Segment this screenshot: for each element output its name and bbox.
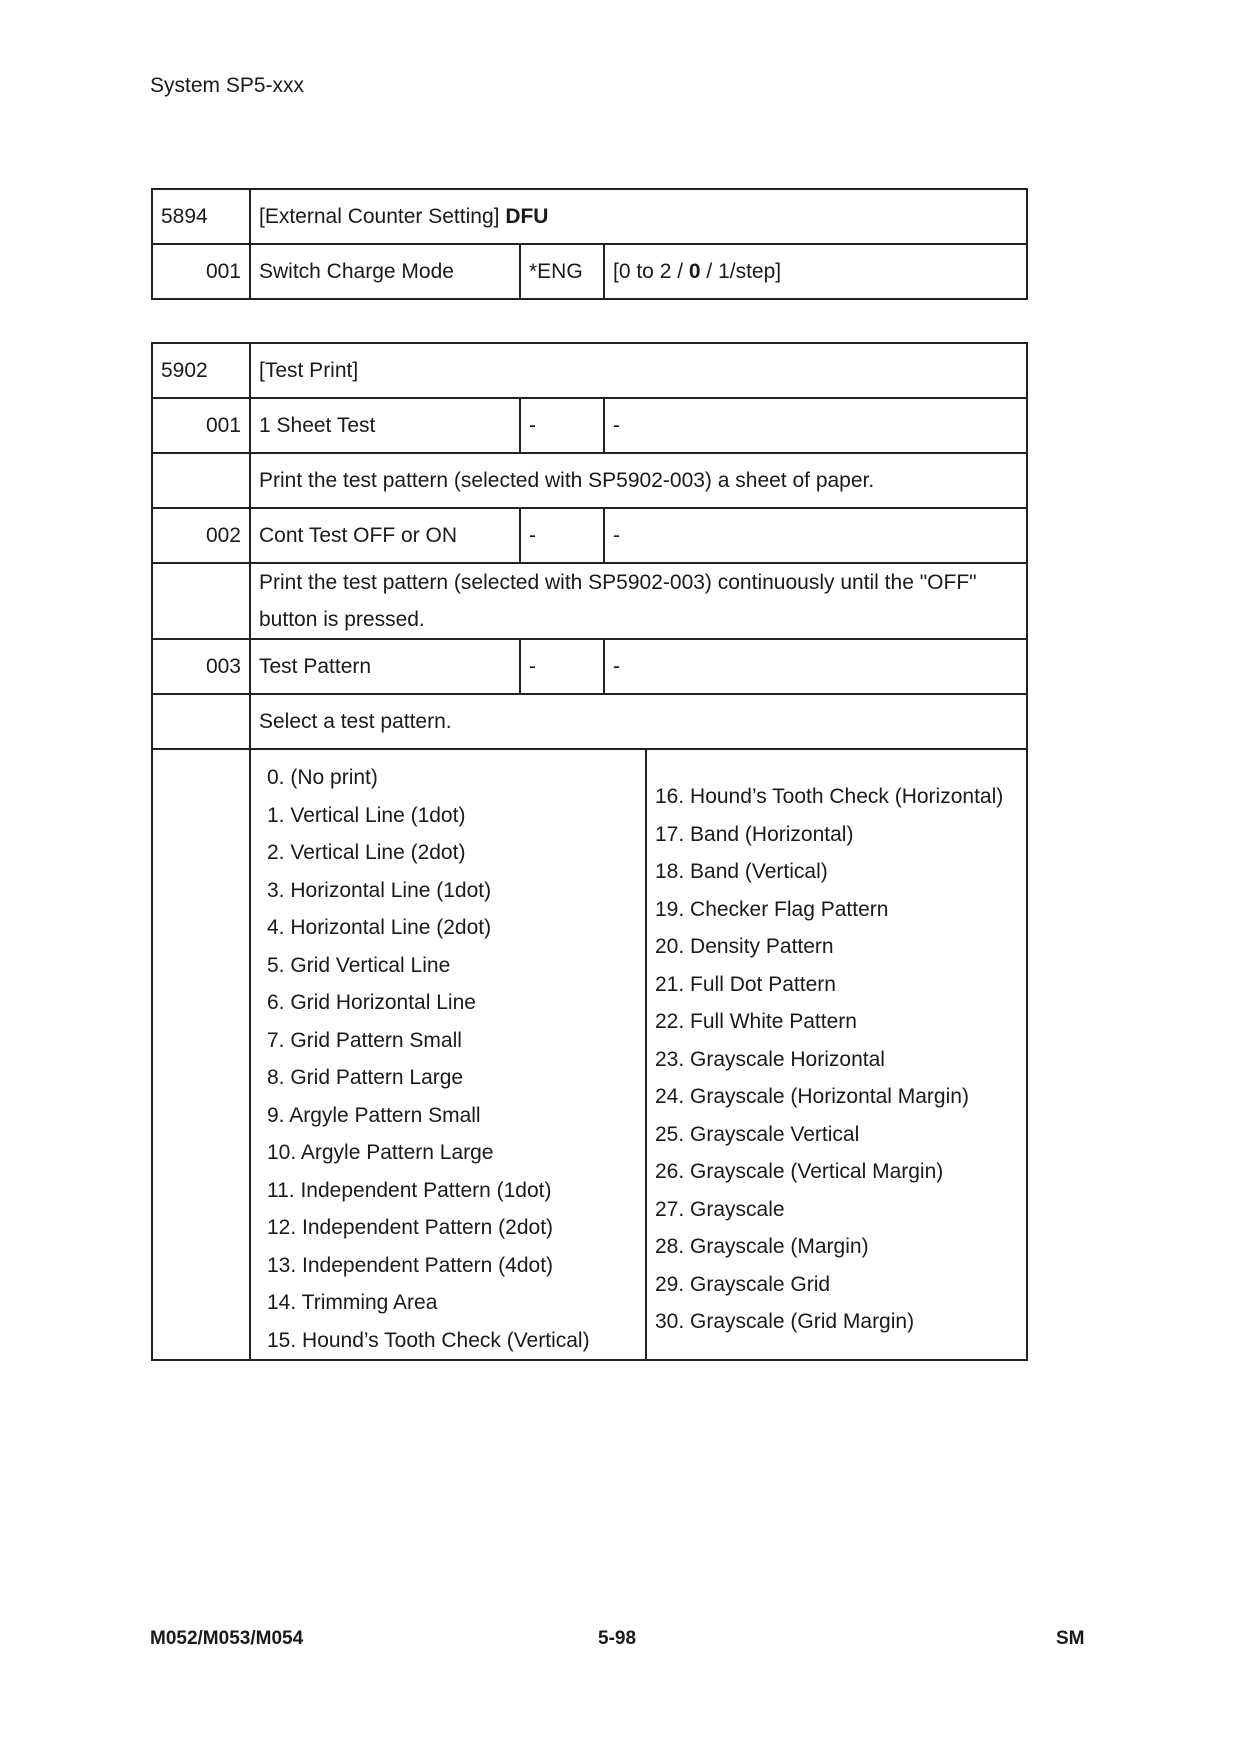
list-item: 4. Horizontal Line (2dot) <box>267 916 492 939</box>
list-item: 15. Hound’s Tooth Check (Vertical) <box>267 1328 590 1352</box>
row-description: Select a test pattern. <box>250 694 1027 749</box>
empty-cell <box>152 749 250 1360</box>
list-item: 8. Grid Pattern Large <box>267 1066 464 1089</box>
list-item: 26. Grayscale (Vertical Margin) <box>655 1160 944 1183</box>
range-default: 0 <box>688 260 701 283</box>
list-item: 23. Grayscale Horizontal <box>655 1047 885 1071</box>
list-item: 18. Band (Vertical) <box>655 860 828 883</box>
list-item: 21. Full Dot Pattern <box>655 972 836 996</box>
list-item: 20. Density Pattern <box>655 935 834 958</box>
row-name: Cont Test OFF or ON <box>250 508 520 563</box>
list-item: 17. Band (Horizontal) <box>655 822 854 846</box>
list-item: 24. Grayscale (Horizontal Margin) <box>655 1085 969 1108</box>
description-row <box>152 563 1027 639</box>
sp5902-table <box>151 342 1028 1361</box>
sp5894-header-row <box>152 189 1027 244</box>
sp-title: [External Counter Setting] DFU <box>250 189 1027 244</box>
row-type: *ENG <box>520 244 604 299</box>
row-range: - <box>604 398 1027 453</box>
pattern-list-row <box>152 749 1027 1360</box>
sp-code: 5902 <box>152 343 250 398</box>
footer-section: SM <box>1056 1628 1085 1649</box>
list-item: 0. (No print) <box>267 766 378 789</box>
list-item: 5. Grid Vertical Line <box>267 953 451 977</box>
footer-model: M052/M053/M054 <box>150 1628 304 1649</box>
list-item: 1. Vertical Line (1dot) <box>267 803 466 827</box>
sp-title: [Test Print] <box>250 343 1027 398</box>
list-item: 13. Independent Pattern (4dot) <box>267 1253 554 1277</box>
list-item: 28. Grayscale (Margin) <box>655 1235 869 1258</box>
row-number: 003 <box>152 639 250 694</box>
list-item: 25. Grayscale Vertical <box>655 1122 860 1146</box>
table-row <box>152 244 1027 299</box>
list-item: 19. Checker Flag Pattern <box>655 897 889 921</box>
row-type: - <box>520 398 604 453</box>
pattern-list <box>259 750 1018 1359</box>
row-name: 1 Sheet Test <box>250 398 520 453</box>
footer-page-number: 5-98 <box>598 1628 637 1649</box>
row-number: 002 <box>152 508 250 563</box>
list-item: 12. Independent Pattern (2dot) <box>267 1216 554 1239</box>
list-item: 3. Horizontal Line (1dot) <box>267 878 492 902</box>
list-item: 27. Grayscale <box>655 1197 785 1221</box>
list-item: 29. Grayscale Grid <box>655 1272 831 1296</box>
empty-cell <box>152 694 250 749</box>
list-item: 9. Argyle Pattern Small <box>267 1103 481 1127</box>
list-item: 6. Grid Horizontal Line <box>267 991 476 1014</box>
page-header-title: System SP5-xxx <box>150 74 305 97</box>
row-range: - <box>604 508 1027 563</box>
description-row <box>152 453 1027 508</box>
list-item: 2. Vertical Line (2dot) <box>267 841 466 864</box>
empty-cell <box>152 563 250 639</box>
sp-code: 5894 <box>152 189 250 244</box>
sp5902-header-row <box>152 343 1027 398</box>
dfu-label: DFU <box>505 205 549 228</box>
list-item: 30. Grayscale (Grid Margin) <box>655 1310 915 1333</box>
list-item: 14. Trimming Area <box>267 1291 438 1314</box>
empty-cell <box>152 453 250 508</box>
row-description: Print the test pattern (selected with SP5902-003) continuously until the "OFF" button is pressed. <box>250 563 1027 639</box>
row-range: [0 to 2 / 0 / 1/step] <box>604 244 1027 299</box>
row-type: - <box>520 508 604 563</box>
row-description: Print the test pattern (selected with SP5902-003) a sheet of paper. <box>250 453 1027 508</box>
table-row <box>152 639 1027 694</box>
row-type: - <box>520 639 604 694</box>
row-name: Switch Charge Mode <box>250 244 520 299</box>
row-range: - <box>604 639 1027 694</box>
list-item: 16. Hound’s Tooth Check (Horizontal) <box>655 785 1004 808</box>
sp5894-table <box>151 188 1028 300</box>
row-number: 001 <box>152 398 250 453</box>
row-number: 001 <box>152 244 250 299</box>
table-row <box>152 508 1027 563</box>
list-item: 22. Full White Pattern <box>655 1010 857 1033</box>
pattern-list-left <box>259 750 647 1359</box>
list-item: 11. Independent Pattern (1dot) <box>267 1178 552 1202</box>
table-row <box>152 398 1027 453</box>
list-item: 10. Argyle Pattern Large <box>267 1141 494 1164</box>
description-row <box>152 694 1027 749</box>
pattern-list-right <box>647 750 1018 1359</box>
row-name: Test Pattern <box>250 639 520 694</box>
list-item: 7. Grid Pattern Small <box>267 1028 462 1052</box>
pattern-list-cell <box>250 749 1027 1360</box>
